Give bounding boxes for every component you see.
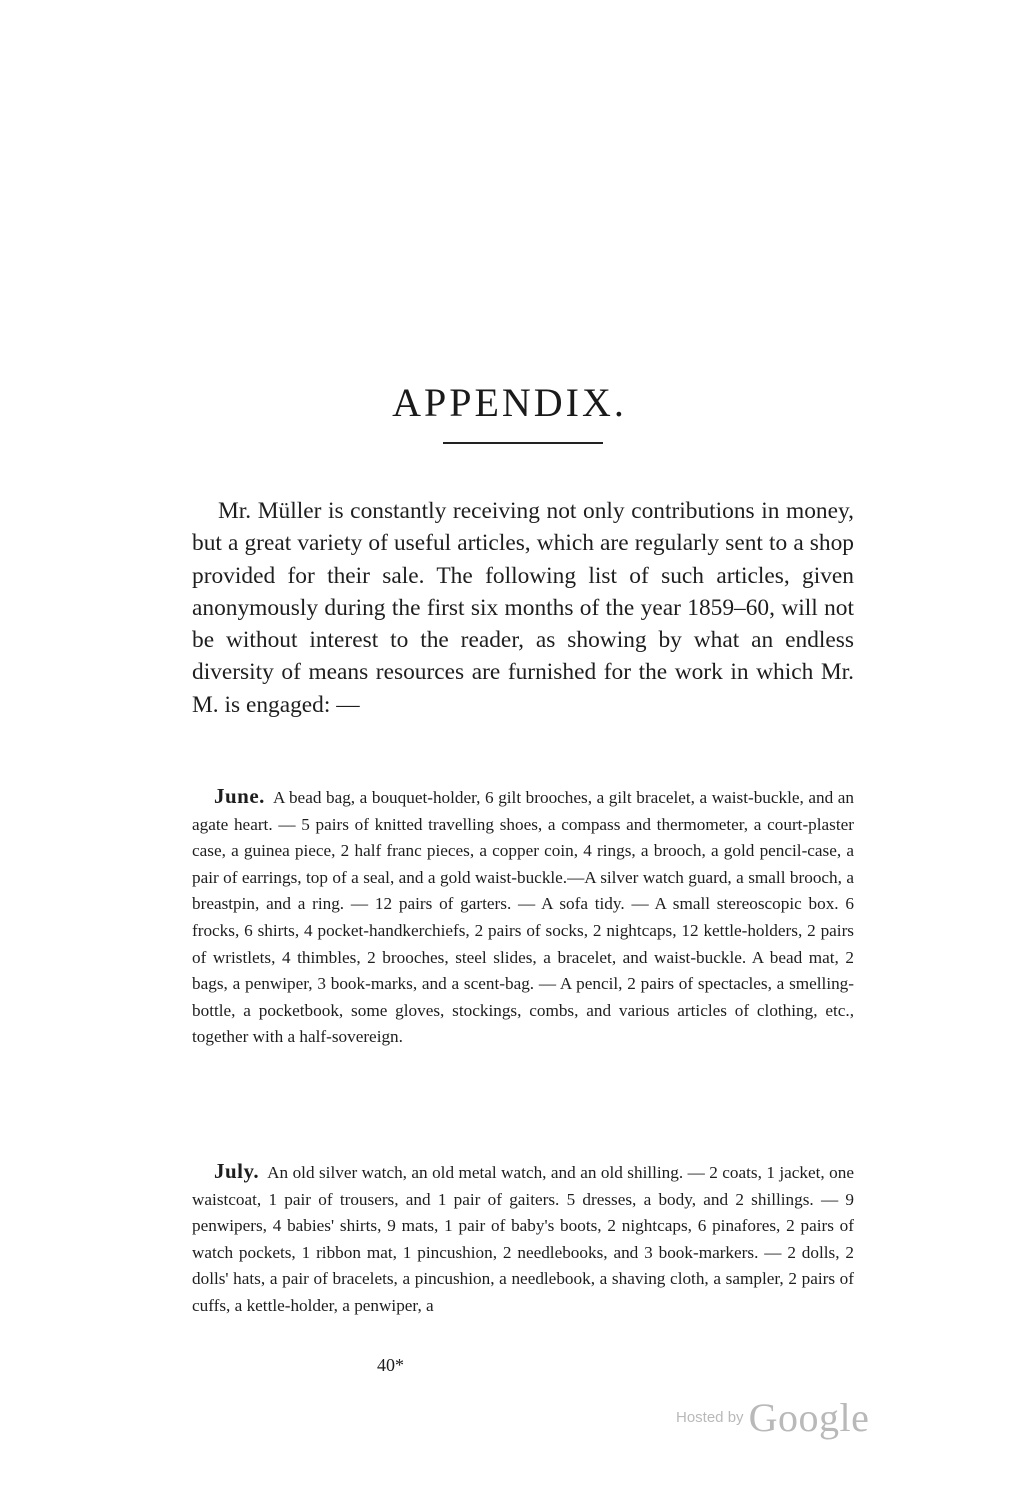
page-title: APPENDIX. bbox=[392, 379, 627, 425]
month-entry-july bbox=[192, 1158, 854, 1320]
month-entry-text: An old silver watch, an old metal watch, and an old shilling. — 2 coats, 1 jacket, one waistcoat, 1 pair of trousers, and 1 pair of gaiters. 5 dresses, a body, and 2 shillings. — 9 penwipers, 4 babies' shirts, 9 mats, 1 pair of baby's boots, 2 nightcaps, 6 pinafores, 2 pairs of watch pockets, 1 ribbon mat, 1 pincushion, 2 needlebooks, and 3 book-markers. — 2 dolls, 2 dolls' hats, a pair of bracelets, a pincushion, a needlebook, a shaving cloth, a sampler, 2 pairs of cuffs, a kettle-holder, a penwiper, a bbox=[192, 1163, 854, 1315]
intro-paragraph: Mr. Müller is constantly receiving not only contributions in money, but a great variety of useful articles, which are regularly sent to a shop provided for their sale. The following list of such articles, given anonymously during the first six months of the year 1859–60, will not be without interest to the reader, as showing by what an endless diversity of means resources are furnished for the work in which Mr. M. is engaged: — bbox=[192, 498, 854, 718]
month-entry-june bbox=[192, 783, 854, 1051]
title-rule bbox=[443, 442, 603, 444]
month-heading: July. bbox=[214, 1159, 260, 1183]
google-logo: Google bbox=[748, 1395, 870, 1440]
month-entry-text: A bead bag, a bouquet-holder, 6 gilt brooches, a gilt bracelet, a waist-buckle, and an agate heart. — 5 pairs of knitted travelling shoes, a compass and thermometer, a court-plaster case, a guinea piece, 2 half franc pieces, a copper coin, 4 rings, a brooch, a gold pencil-case, a pair of earrings, top of a seal, and a gold waist-buckle.—A silver watch guard, a small brooch, a breastpin, and a ring. — 12 pairs of garters. — A sofa tidy. — A small stereoscopic box. 6 frocks, 6 shirts, 4 pocket-handkerchiefs, 2 pairs of socks, 2 nightcaps, 12 kettle-holders, 2 pairs of wristlets, 4 thimbles, 2 brooches, steel slides, a bracelet, and waist-buckle. A bead mat, 2 bags, a penwiper, 3 book-marks, and a scent-bag. — A pencil, 2 pairs of spectacles, a smelling-bottle, a pocketbook, some gloves, stockings, combs, and various articles of clothing, etc., together with a half-sovereign. bbox=[192, 788, 854, 1047]
watermark-hosted-label: Hosted by bbox=[676, 1409, 744, 1426]
month-heading: June. bbox=[214, 784, 265, 808]
hosted-by-google-watermark bbox=[676, 1394, 869, 1441]
signature-mark: 40* bbox=[377, 1355, 404, 1375]
